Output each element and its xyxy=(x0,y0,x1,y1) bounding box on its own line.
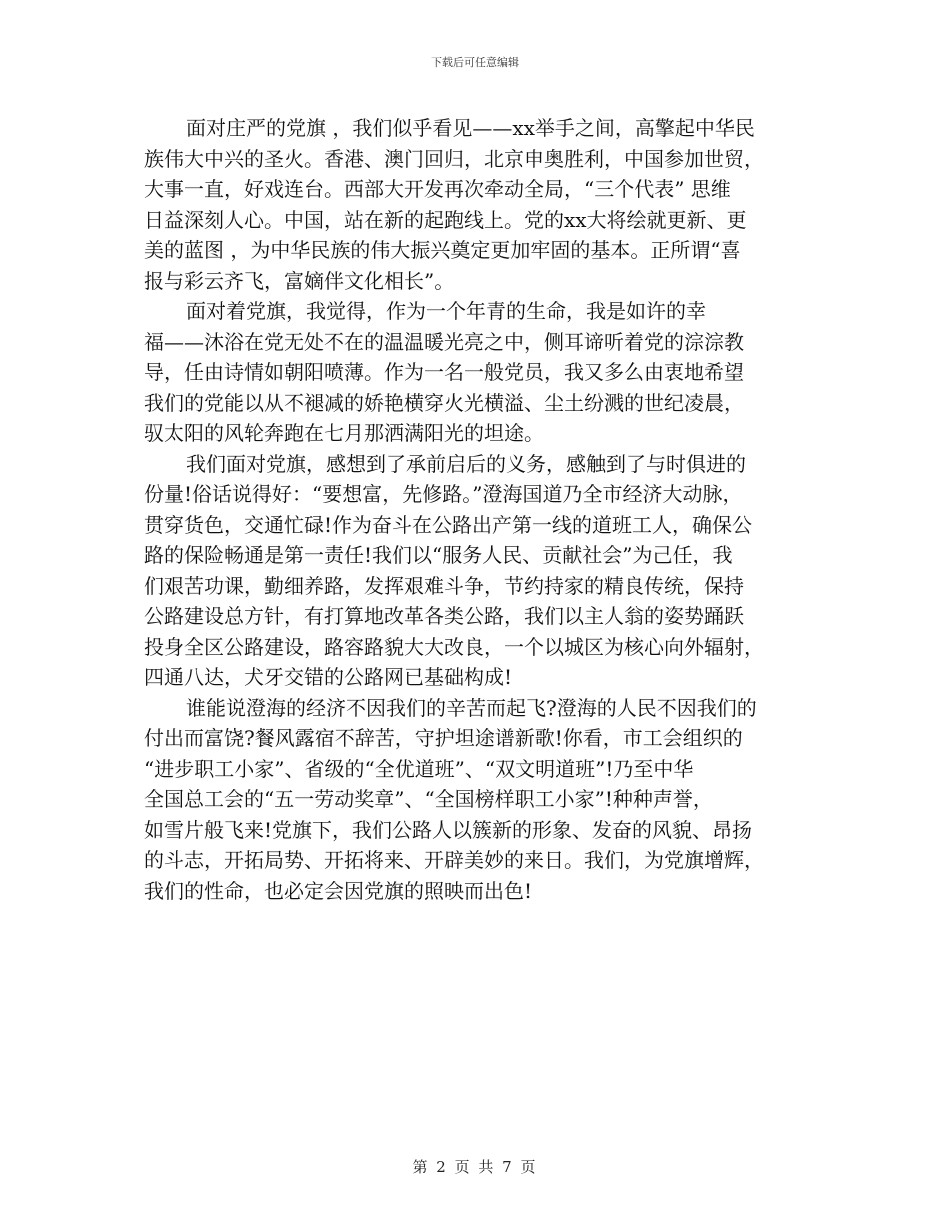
body-text xyxy=(144,113,816,906)
text-line: 我们面对党旗，感想到了承前启后的义务，感触到了与时俱进的 xyxy=(186,451,746,476)
text-line: 贯穿货色，交通忙碌!作为奋斗在公路出产第一线的道班工人，确保公 xyxy=(144,512,753,537)
page-header: 下载后可任意编辑 xyxy=(431,56,519,69)
paragraph-1 xyxy=(144,113,816,296)
text-line: 全国总工会的“五一劳动奖章”、“全国榜样职工小家”!种种声誉， xyxy=(144,787,713,811)
text-line: “进步职工小家”、省级的“全优道班”、“双文明道班”!乃至中华 xyxy=(144,756,694,781)
text-line: 美的蓝图 ，为中华民族的伟大振兴奠定更加牢固的基本。正所谓“喜 xyxy=(144,238,741,262)
text-line: 导，任由诗情如朝阳喷薄。作为一名一般党员，我又多么由衷地希望 xyxy=(144,360,744,384)
text-line: 面对庄严的党旗 ，我们似乎看见——xx举手之间，高擎起中华民 xyxy=(186,116,755,140)
paragraph-4 xyxy=(144,693,816,907)
text-line: 如雪片般飞来!党旗下，我们公路人以簇新的形象、发奋的风貌、昂扬 xyxy=(144,817,753,842)
paragraph-2 xyxy=(144,296,816,449)
text-line: 投身全区公路建设，路容路貌大大改良，一个以城区为核心向外辐射， xyxy=(144,634,764,659)
text-line: 大事一直，好戏连台。西部大开发再次牵动全局，“三个代表” 思维 xyxy=(144,177,731,201)
text-line: 四通八达，犬牙交错的公路网已基础构成! xyxy=(144,665,513,689)
text-line: 福——沐浴在党无处不在的温温暖光亮之中，侧耳谛听着党的淙淙教 xyxy=(144,329,744,354)
text-line: 们艰苦功课，勤细养路，发挥艰难斗争，节约持家的精良传统，保持 xyxy=(144,573,744,598)
text-line: 路的保险畅通是第一责任!我们以“服务人民、贡献社会”为己任，我 xyxy=(144,543,733,567)
text-line: 付出而富饶?餐风露宿不辞苦，守护坦途谱新歌!你看，市工会组织的 xyxy=(144,726,743,750)
text-line: 报与彩云齐飞，富嫡伴文化相长”。 xyxy=(144,268,455,293)
paragraph-3 xyxy=(144,449,816,693)
text-line: 份量!俗话说得好：“要想富，先修路。”澄海国道乃全市经济大动脉， xyxy=(144,482,743,506)
text-line: 公路建设总方针，有打算地改革各类公路，我们以主人翁的姿势踊跃 xyxy=(144,604,744,628)
text-line: 驭太阳的风轮奔跑在七月那洒满阳光的坦途。 xyxy=(144,421,544,445)
text-line: 谁能说澄海的经济不因我们的辛苦而起飞?澄海的人民不因我们的 xyxy=(186,695,757,720)
text-line: 我们的党能以从不褪减的娇艳横穿火光横溢、尘土纷溅的世纪凌晨， xyxy=(144,390,744,415)
text-line: 面对着党旗，我觉得，作为一个年青的生命，我是如许的幸 xyxy=(186,299,706,323)
text-line: 族伟大中兴的圣火。香港、澳门回归，北京申奥胜利，中国参加世贸， xyxy=(144,146,764,171)
page-number-footer: 第 2 页 共 7 页 xyxy=(412,1158,538,1176)
text-line: 我们的性命，也必定会因党旗的照映而出色! xyxy=(144,878,533,903)
text-line: 的斗志，开拓局势、开拓将来、开辟美妙的来日。我们，为党旗增辉， xyxy=(144,848,764,872)
text-line: 日益深刻人心。中国，站在新的起跑线上。党的xx大将绘就更新、更 xyxy=(144,207,747,232)
